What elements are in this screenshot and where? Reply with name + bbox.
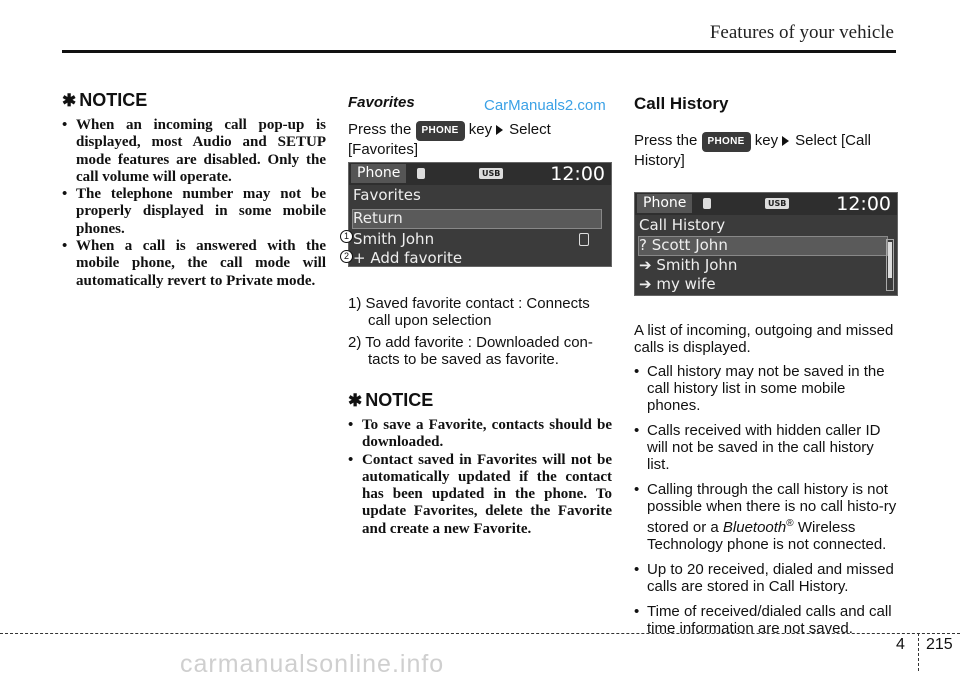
favorite-contact-row[interactable]: Smith John (353, 230, 435, 248)
instruction-text: Press the (348, 121, 412, 138)
screen-tab: Phone (637, 194, 692, 213)
screen-heading: Favorites (353, 186, 421, 204)
page-header-title: Features of your vehicle (709, 22, 894, 43)
favorites-screen (348, 162, 612, 267)
arrow-right-icon (782, 136, 789, 146)
notice-item: • To save a Favorite, contacts should be downloaded. (348, 417, 612, 452)
call-history-row[interactable] (639, 275, 716, 293)
call-history-column (634, 94, 898, 170)
bluetooth-icon (417, 168, 425, 179)
notice-heading (348, 390, 612, 411)
call-history-row[interactable] (639, 256, 737, 274)
header-rule (62, 50, 896, 53)
screen-heading: Call History (639, 216, 726, 234)
notice-item: • The telephone number may not be properly displayed in some mobile phones. (62, 186, 326, 238)
chapter-number: 4 (896, 636, 905, 653)
notice-column (62, 90, 326, 290)
screen-clock: 12:00 (550, 163, 605, 185)
call-history-intro: A list of incoming, outgoing and missed calls is displayed. (634, 322, 894, 356)
usb-icon: USB (479, 168, 503, 179)
numbered-item: 1) Saved favorite contact : Connects call upon selection (348, 295, 590, 329)
instruction-text: Select [Favorites] (348, 121, 551, 158)
screen-tab: Phone (351, 164, 406, 183)
scrollbar[interactable] (886, 239, 894, 291)
call-history-screen (634, 192, 898, 296)
menu-return[interactable]: Return (353, 209, 403, 227)
call-history-name: my wife (656, 275, 716, 293)
phone-key: PHONE (702, 132, 751, 152)
screen-clock: 12:00 (836, 193, 891, 215)
callout-2: 2 (340, 250, 353, 263)
phone-key: PHONE (416, 121, 465, 141)
footer-watermark: carmanualsonline.info (180, 650, 445, 678)
notice-list (62, 117, 326, 290)
notice-star-icon: ✱ (62, 91, 77, 110)
call-arrow-icon: ➔ (639, 256, 652, 274)
notice-item: • When a call is answered with the mobile phone, the call mode will automatically revert to Private mode. (62, 238, 326, 290)
bullet-item: • Calls received with hidden caller ID will not be saved in the call history list. (634, 422, 898, 473)
callout-1: 1 (340, 230, 353, 243)
site-watermark: CarManuals2.com (484, 97, 606, 114)
favorites-subtitle: Favorites (348, 94, 415, 111)
favorites-notes (348, 295, 612, 538)
call-arrow-icon: ➔ (639, 275, 652, 293)
footer-rule (0, 633, 960, 634)
usb-icon: USB (765, 198, 789, 209)
instruction-text: key (754, 132, 779, 149)
notice-title: NOTICE (365, 390, 434, 410)
notice-title: NOTICE (79, 90, 148, 110)
call-history-name: Smith John (656, 256, 738, 274)
bullet-item: • Call history may not be saved in the call history list in some mobile phones. (634, 363, 898, 414)
notice-list (348, 417, 612, 538)
instruction-text: Select [Call History] (634, 132, 871, 169)
notice-star-icon: ✱ (348, 391, 363, 410)
notice-item: • Contact saved in Favorites will not be automatically updated if the contact has been updated in the phone. To update Favorites, delete the Favorite and create a new Favorite. (348, 452, 612, 538)
call-history-bullets (634, 363, 898, 637)
arrow-right-icon (496, 125, 503, 135)
call-history-instruction (634, 132, 898, 170)
instruction-text: key (468, 121, 493, 138)
notice-heading (62, 90, 326, 111)
bullet-item: • Up to 20 received, dialed and missed calls are stored in Call History. (634, 561, 898, 595)
add-favorite-row[interactable]: + Add favorite (353, 249, 463, 267)
bullet-item: • Time of received/dialed calls and call time information are not saved. (634, 603, 898, 637)
favorites-instruction (348, 121, 612, 159)
bluetooth-icon (703, 198, 711, 209)
numbered-list (348, 295, 612, 368)
numbered-item: 2) To add favorite : Downloaded con-tacts to be saved as favorite. (348, 334, 593, 368)
page-number: 215 (926, 636, 953, 653)
page-separator (918, 633, 919, 671)
section-title: Call History (634, 94, 729, 113)
bullet-item: • Calling through the call history is not possible when there is no call histo-ry stored or a Bluetooth® Wireless Technology phone is not connected. (634, 481, 898, 553)
call-history-row[interactable]: ? Scott John (639, 236, 728, 254)
instruction-text: Press the (634, 132, 698, 149)
phone-book-icon (579, 233, 589, 246)
call-history-notes (634, 322, 898, 645)
notice-item: • When an incoming call pop-up is displayed, most Audio and SETUP mode features are disabled. Only the call volume will operate. (62, 117, 326, 186)
favorites-column (348, 90, 612, 159)
scrollbar-thumb[interactable] (888, 242, 892, 278)
